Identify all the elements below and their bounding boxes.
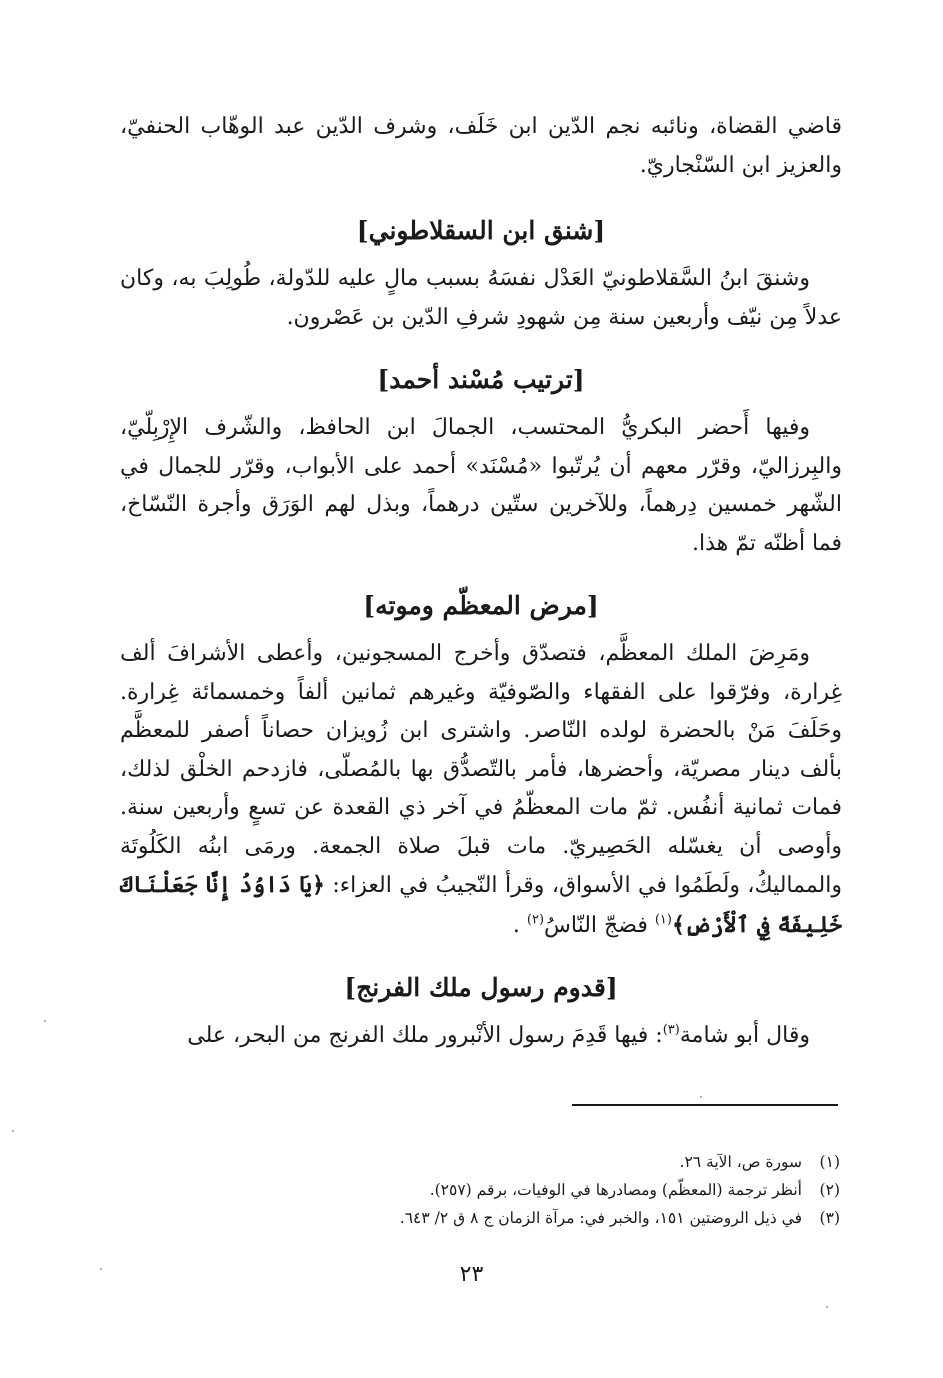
footnote-1 [200, 1148, 840, 1176]
footnote-ref-2[interactable]: (٢) [526, 912, 545, 928]
section-heading-musnad: [ترتيب مُسْند أحمد] [377, 365, 585, 394]
franks-text-start: وقال أبو شامة [679, 1023, 810, 1048]
muazzam-after-quote: فضجّ النّاسُ [544, 912, 648, 938]
section-body-musnad: وفيها أَحضر البكريُّ المحتسب، الجمالَ ابن الحافظ، والشّرف الإِرْبِلّيّ، والبِرزاليّ، وقرّر معهم أن يُرتّبوا «مُسْنَد» أحمد على الأبواب، وقرّر للجمال في الشّهر خمسين دِرهماً، وللآخرين ستّين درهماً، وبذل لهم الوَرَق وأجرة النّسّاخ، فما أظنّه تمّ هذا. [120, 415, 842, 556]
franks-text-rest: : فيها قَدِمَ رسول الأنْبرور ملك الفرنج من البحر، على [187, 1023, 663, 1048]
section-body-saqlatuni: وشنقَ ابنُ السَّقلاطونيّ العَدْل نفسَهُ بسبب مالٍ عليه للدّولة، طُولِبَ به، وكان عدلاً مِن نيّف وأربعين سنة مِن شهودِ شرفِ الدّين بن عَصْرون. [120, 266, 842, 330]
page-body [120, 108, 842, 1056]
muazzam-text: ومَرِضَ الملك المعظَّم، فتصدّق وأخرج المسجونين، وأعطى الأشرافَ ألف غِرارة، وفرّقوا على الفقهاء والصّوفيّة وغيرهم ثمانين ألفاً وخمسمائة غِرارة. وحَلَفَ مَنْ بالحضرة لولده النّاصر. واشترى ابن زُويزان حصاناً أصفر للمعظَّم بألف دينار مصريّة، وأحضرها، فأمر بالتّصدُّق بها بالمُصلّى، فازدحم الخلْق لذلك، فمات ثمانية أنفُس. ثمّ مات المعظّمُ في آخر ذي القعدة عن تسعٍ وأربعين سنة. وأوصى أن يغسّله الحَصِيريّ. مات قبلَ صلاة الجمعة. ورمَى ابنُه الكَلُوتَة والمماليكُ، ولَطَمُوا في الأسواق، وقرأ النّجيبُ في العزاء: [120, 641, 843, 898]
scan-speck [700, 1096, 702, 1098]
footnote-text: سورة ص، الآية ٢٦. [679, 1153, 802, 1171]
footnote-separator [572, 1104, 838, 1106]
footnote-number: (١) [819, 1153, 840, 1171]
scan-speck [100, 1268, 102, 1270]
footnotes [200, 1148, 840, 1232]
quran-quote: ﴿يَا دَاوُدُ إِنَّا جَعَلْنَاكَ خَلِيفَةً فِي ٱلْأَرْضِ﴾ [120, 872, 842, 938]
scan-speck [826, 1306, 828, 1308]
muazzam-end-punct: . [512, 912, 520, 938]
section-body-muazzam [120, 635, 842, 945]
section-heading-muazzam: [مرض المعظّم وموته] [363, 591, 599, 620]
footnote-number: (٣) [819, 1209, 840, 1227]
footnote-text: في ذيل الروضتين ١٥١، والخبر في: مرآة الزمان ج ٨ ق ٢/ ٦٤٣. [399, 1209, 802, 1227]
footnote-3 [200, 1204, 840, 1232]
footnote-ref-1[interactable]: (١) [654, 912, 672, 928]
intro-paragraph: قاضي القضاة، ونائبه نجم الدّين ابن خَلَف، وشرف الدّين عبد الوهّاب الحنفيّ، والعزيز ابن السّنْجاريّ. [120, 114, 842, 178]
page-number: ٢٣ [459, 1262, 484, 1287]
section-heading-saqlatuni: [شنق ابن السقلاطوني] [356, 216, 606, 245]
scan-speck [12, 1130, 14, 1132]
section-body-franks [120, 1017, 842, 1056]
footnote-text: أنظر ترجمة (المعظّم) ومصادرها في الوفيات، برقم (٢٥٧). [429, 1181, 802, 1199]
footnote-ref-3[interactable]: (٣) [662, 1022, 680, 1038]
footnote-number: (٢) [819, 1181, 840, 1199]
scan-speck [44, 1020, 46, 1022]
footnote-2 [200, 1176, 840, 1204]
section-heading-franks: [قدوم رسول ملك الفرنج] [344, 973, 618, 1002]
